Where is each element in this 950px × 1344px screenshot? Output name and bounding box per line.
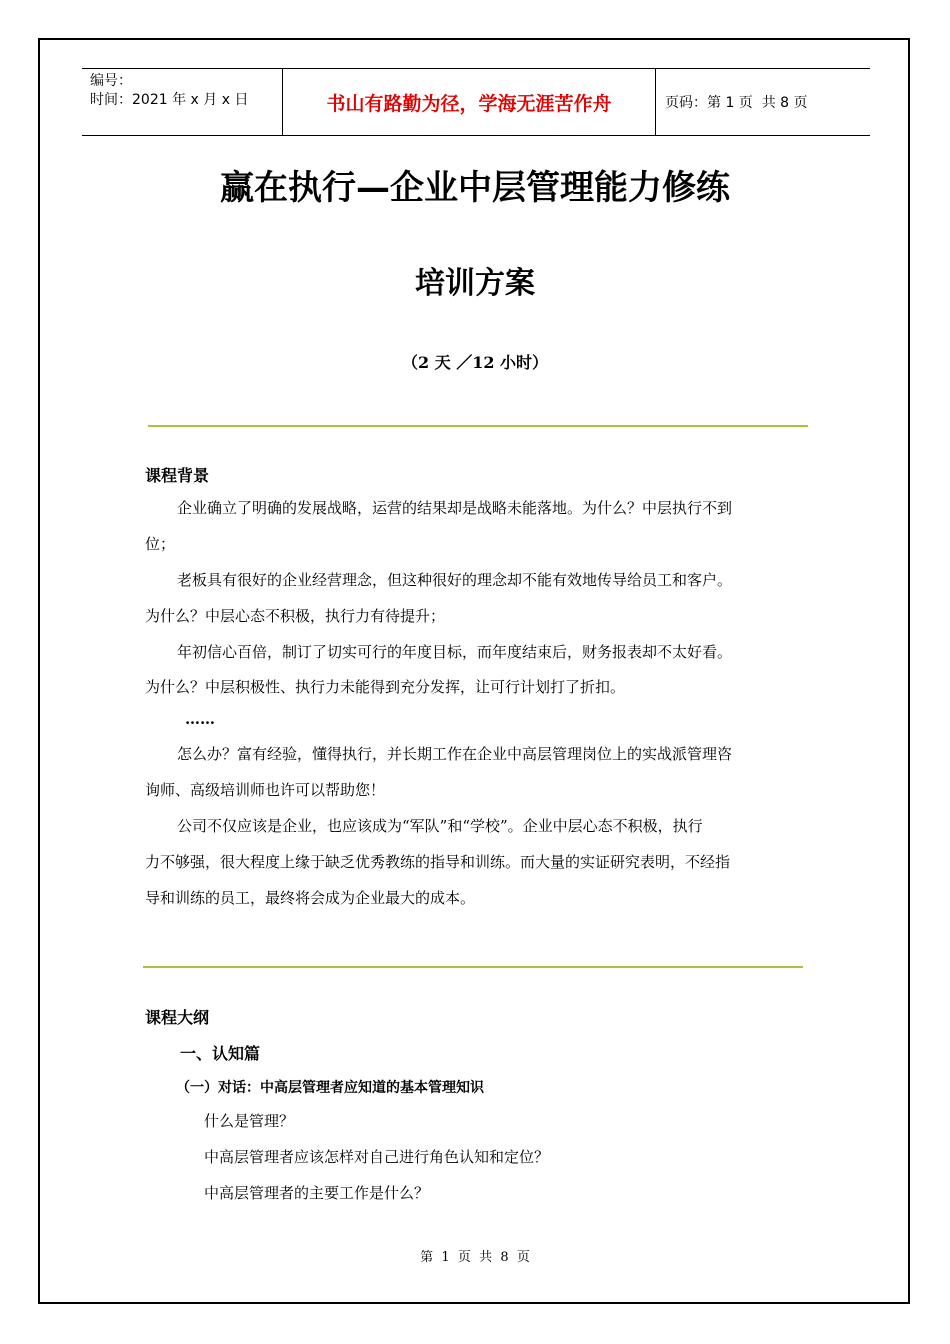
para5-line2: 力不够强，很大程度上缘于缺乏优秀教练的指导和训练。而大量的实证研究表明，不经指 bbox=[145, 853, 731, 871]
para4-line1: 怎么办？富有经验，懂得执行，并长期工作在企业中高层管理岗位上的实战派管理咨 bbox=[177, 745, 733, 763]
para3-line1: 年初信心百倍，制订了切实可行的年度目标，而年度结束后，财务报表却不太好看。 bbox=[177, 643, 733, 661]
para2-line2: 为什么？中层心态不积极，执行力有待提升； bbox=[145, 607, 446, 625]
page-label: 页码：第 1 页 共 8 页 bbox=[665, 95, 808, 111]
outline-item: 中高层管理者的主要工作是什么？ bbox=[204, 1184, 430, 1202]
outline-heading: 课程大纲 bbox=[145, 1008, 210, 1027]
outline-item: 中高层管理者应该怎样对自己进行角色认知和定位？ bbox=[204, 1148, 550, 1166]
para4-line2: 询师、高级培训师也许可以帮助您！ bbox=[145, 781, 386, 799]
para1-line1: 企业确立了明确的发展战略，运营的结果却是战略未能落地。为什么？中层执行不到 bbox=[177, 499, 733, 517]
outline-section1: （一）对话：中高层管理者应知道的基本管理知识 bbox=[176, 1080, 484, 1096]
divider-top bbox=[148, 425, 808, 427]
divider-bottom bbox=[143, 966, 803, 968]
header-left-cell bbox=[82, 69, 282, 135]
header-page-cell bbox=[656, 69, 870, 135]
motto-text: 书山有路勤为径，学海无涯苦作舟 bbox=[326, 92, 612, 115]
course-duration: （2 天 ／12 小时） bbox=[401, 353, 549, 372]
outline-part1: 一、认知篇 bbox=[180, 1044, 261, 1063]
document-title: 赢在执行—企业中层管理能力修练 bbox=[220, 168, 730, 208]
para5-line1: 公司不仅应该是企业，也应该成为“军队”和“学校”。企业中层心态不积极，执行 bbox=[177, 817, 703, 835]
date-label: 时间：2021 年 x 月 x 日 bbox=[90, 92, 249, 108]
background-body bbox=[145, 490, 807, 916]
para2-line1: 老板具有很好的企业经营理念，但这种很好的理念却不能有效地传导给员工和客户。 bbox=[177, 571, 733, 589]
para5-line3: 导和训练的员工，最终将会成为企业最大的成本。 bbox=[145, 889, 476, 907]
document-subtitle: 培训方案 bbox=[415, 266, 535, 301]
ellipsis: …… bbox=[185, 710, 215, 728]
para1-line2: 位； bbox=[145, 535, 176, 553]
number-label: 编号： bbox=[90, 73, 132, 89]
header-table bbox=[82, 68, 870, 136]
motto bbox=[282, 69, 656, 135]
outline-item: 什么是管理？ bbox=[204, 1112, 295, 1130]
page-footer bbox=[0, 1246, 950, 1265]
para3-line2: 为什么？中层积极性、执行力未能得到充分发挥，让可行计划打了折扣。 bbox=[145, 678, 626, 696]
background-heading: 课程背景 bbox=[145, 466, 210, 485]
footer-page-number: 第 1 页 共 8 页 bbox=[420, 1250, 530, 1265]
